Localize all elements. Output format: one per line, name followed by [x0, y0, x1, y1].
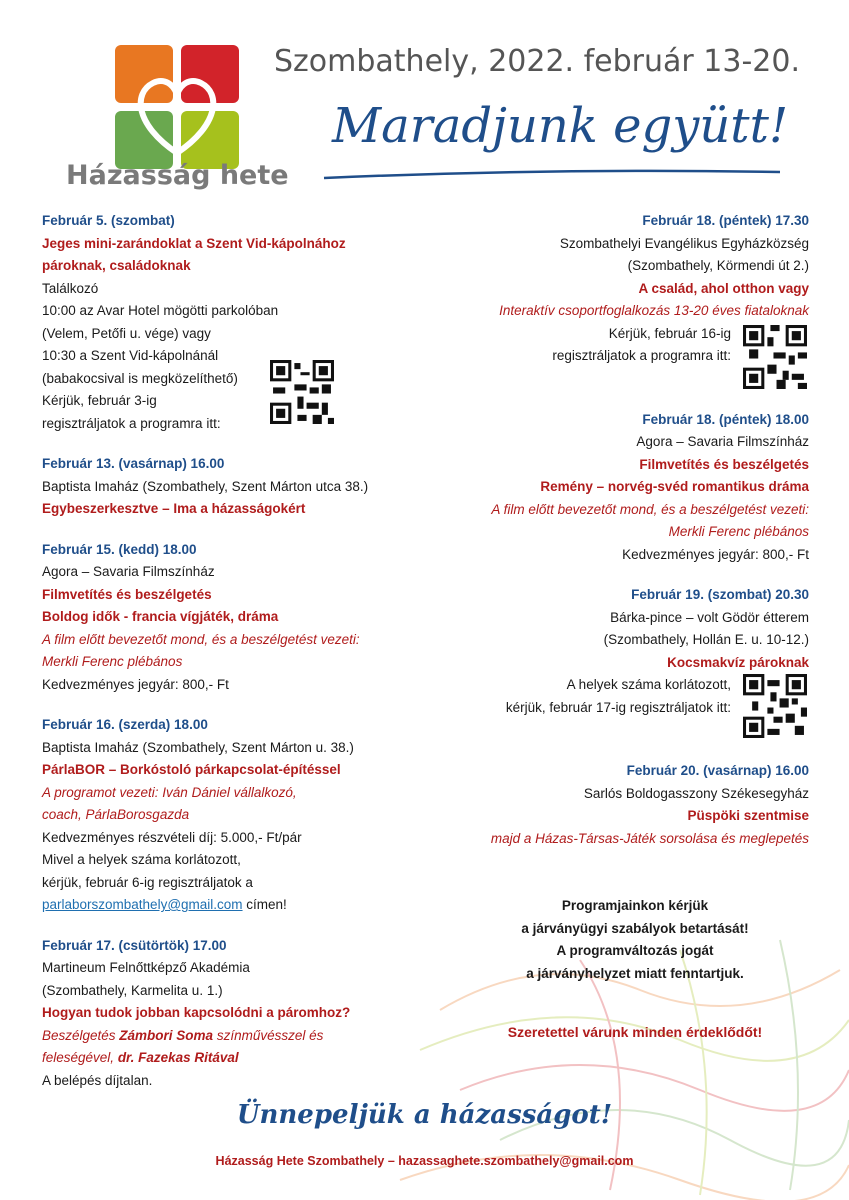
host-name: Zámbori Soma: [119, 1027, 214, 1043]
event-feb-20: [389, 760, 809, 850]
event-venue: Martineum Felnőttképző Akadémia: [42, 960, 250, 975]
event-host: [42, 1025, 432, 1048]
event-date: Február 18. (péntek) 18.00: [642, 411, 809, 427]
event-detail: kérjük, február 17-ig regisztráljatok itt:: [505, 699, 731, 715]
event-venue: Agora – Savaria Filmszínház: [42, 564, 215, 579]
right-column: [389, 210, 809, 868]
event-title: Püspöki szentmise: [687, 808, 809, 823]
event-feb-13: [42, 453, 432, 521]
event-venue: (Szombathely, Hollán E. u. 10-12.): [603, 632, 809, 647]
event-detail: regisztráljatok a programra itt:: [42, 415, 221, 431]
health-notice: [460, 895, 810, 985]
event-feb-17: [42, 935, 432, 1093]
event-title: Egybeszerkesztve – Ima a házasságokért: [42, 501, 306, 516]
event-detail: regisztráljatok a programra itt:: [552, 348, 731, 363]
notice-line: a járványügyi szabályok betartását!: [521, 920, 749, 936]
event-venue: Szombathelyi Evangélikus Egyházközség: [559, 235, 809, 251]
event-detail: Találkozó: [42, 280, 99, 296]
event-title: PárlaBOR – Borkóstoló párkapcsolat-építéssel: [42, 762, 341, 777]
event-detail: kérjük, február 6-ig regisztráljatok a: [42, 874, 253, 890]
event-date: Február 16. (szerda) 18.00: [42, 717, 208, 732]
event-title: Jeges mini-zarándoklat a Szent Vid-kápolnához: [42, 235, 346, 251]
event-venue: Agora – Savaria Filmszínház: [636, 434, 809, 449]
event-feb-18-1730: [389, 210, 809, 391]
event-feb-18-1800: [389, 409, 809, 567]
event-title: Boldog idők - francia vígjáték, dráma: [42, 609, 279, 624]
event-venue: Baptista Imaház (Szombathely, Szent Márton u. 38.): [42, 739, 354, 755]
event-detail: Kedvezményes részvételi díj: 5.000,- Ft/pár: [42, 829, 302, 845]
event-title: Hogyan tudok jobban kapcsolódni a páromhoz?: [42, 1005, 351, 1020]
email-line: [42, 894, 432, 917]
event-detail: (babakocsival is megközelíthető): [42, 370, 238, 386]
event-detail: (Velem, Petőfi u. vége) vagy: [42, 325, 211, 341]
footer-contact: Házasság Hete Szombathely – hazassaghete.szombathely@gmail.com: [215, 1154, 634, 1168]
event-subtitle: Interaktív csoportfoglalkozás 13-20 éves fiataloknak: [499, 303, 809, 318]
event-venue: Sarlós Boldogasszony Székesegyház: [583, 785, 809, 801]
event-host: Merkli Ferenc plébános: [668, 524, 809, 539]
event-detail: 10:30 a Szent Vid-kápolnánál: [42, 348, 219, 363]
event-date: Február 5. (szombat): [42, 213, 175, 228]
left-column: [42, 210, 432, 1110]
event-date: Február 20. (vasárnap) 16.00: [626, 763, 809, 778]
event-title: Filmvetítés és beszélgetés: [639, 456, 809, 472]
event-title: A család, ahol otthon vagy: [638, 280, 809, 296]
footer-slogan: Ünnepeljük a házasságot!: [236, 1100, 613, 1130]
qr-code-icon[interactable]: [743, 325, 807, 389]
notice-line: A programváltozás jogát: [556, 943, 714, 958]
host-text: színművésszel és: [213, 1027, 324, 1043]
event-host: A film előtt bevezetőt mond, és a beszélgetést vezeti:: [42, 631, 360, 647]
event-title: Filmvetítés és beszélgetés: [42, 586, 212, 602]
event-date: Február 19. (szombat) 20.30: [631, 587, 809, 602]
event-host: A film előtt bevezetőt mond, és a beszélgetést vezeti:: [491, 501, 809, 517]
event-feb-15: [42, 539, 432, 697]
event-host: [42, 1047, 432, 1070]
event-date-range: Szombathely, 2022. február 13-20.: [274, 44, 800, 79]
event-detail: Kérjük, február 16-ig: [608, 325, 731, 341]
event-date: Február 18. (péntek) 17.30: [642, 213, 809, 228]
event-host: A programot vezeti: Iván Dániel vállalkozó,: [42, 784, 297, 800]
email-link[interactable]: parlaborszombathely@gmail.com: [42, 897, 243, 912]
event-feb-19: [389, 584, 809, 742]
event-venue: Baptista Imaház (Szombathely, Szent Márton utca 38.): [42, 478, 369, 494]
event-host: coach, PárlaBorosgazda: [42, 807, 190, 822]
event-title: Remény – norvég-svéd romantikus dráma: [540, 479, 809, 494]
host-name: dr. Fazekas Ritával: [117, 1050, 239, 1065]
host-text: Beszélgetés: [42, 1027, 120, 1043]
event-note: A belépés díjtalan.: [42, 1072, 153, 1088]
notice-line: Programjainkon kérjük: [561, 898, 709, 913]
event-feb-5: [42, 210, 432, 435]
logo-text: Házasság hete: [66, 160, 289, 191]
event-title: pároknak, családoknak: [42, 258, 191, 273]
qr-code-icon[interactable]: [743, 674, 807, 738]
email-suffix: címen!: [242, 897, 287, 912]
event-feb-16: [42, 714, 432, 917]
host-text: feleségével,: [42, 1050, 118, 1065]
event-venue: (Szombathely, Körmendi út 2.): [627, 258, 809, 273]
logo-heart-icon: [115, 45, 240, 170]
qr-code-icon[interactable]: [270, 360, 334, 424]
event-title: Kocsmakvíz pároknak: [667, 654, 809, 670]
event-date: Február 15. (kedd) 18.00: [42, 541, 197, 557]
notice-line: a járványhelyzet miatt fenntartjuk.: [526, 965, 744, 981]
event-subtitle: majd a Házas-Társas-Játék sorsolása és meglepetés: [490, 830, 809, 846]
welcome-text: Szeretettel várunk minden érdeklődőt!: [507, 1024, 763, 1040]
event-venue: Bárka-pince – volt Gödör étterem: [610, 609, 809, 625]
event-date: Február 17. (csütörtök) 17.00: [42, 937, 227, 953]
event-date: Február 13. (vasárnap) 16.00: [42, 456, 225, 471]
event-detail: A helyek száma korlátozott,: [566, 677, 731, 692]
slogan-title: Maradjunk együtt!: [332, 98, 789, 154]
event-detail: Mivel a helyek száma korlátozott,: [42, 852, 241, 867]
event-price: Kedvezményes jegyár: 800,- Ft: [622, 546, 809, 562]
event-detail: Kérjük, február 3-ig: [42, 393, 157, 408]
slogan-underline: [322, 168, 782, 182]
event-venue: (Szombathely, Karmelita u. 1.): [42, 982, 223, 998]
event-detail: 10:00 az Avar Hotel mögötti parkolóban: [42, 303, 279, 318]
event-host: Merkli Ferenc plébános: [42, 654, 183, 669]
event-price: Kedvezményes jegyár: 800,- Ft: [42, 676, 229, 692]
